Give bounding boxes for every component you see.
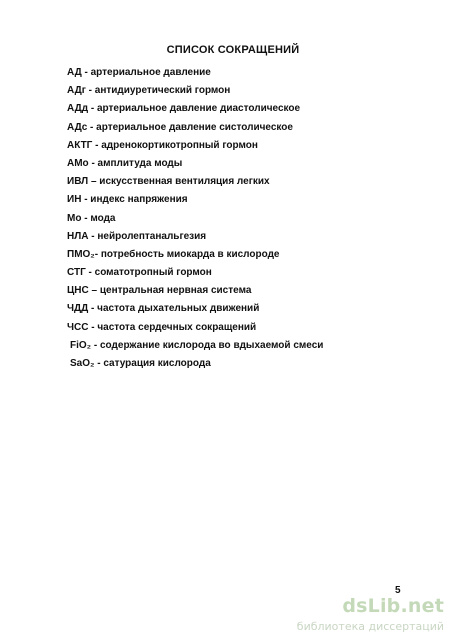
list-item	[67, 155, 407, 173]
abbreviation-entry: АМо - амплитуда моды	[67, 157, 183, 169]
list-item	[67, 173, 407, 191]
abbreviation-entry: АДг - антидиуретический гормон	[67, 85, 231, 97]
abbreviation-list	[67, 64, 407, 373]
abbreviation-entry: АДд - артериальное давление диастолическое	[67, 103, 301, 115]
abbreviation-entry: ПМО₂- потребность миокарда в кислороде	[67, 248, 280, 260]
abbreviation-entry: ИН - индекс напряжения	[67, 194, 188, 206]
watermark-logo[interactable]: dsLib.net	[342, 595, 444, 617]
page-number: 5	[395, 585, 401, 596]
list-item	[67, 300, 407, 318]
list-item	[67, 319, 407, 337]
list-item	[67, 264, 407, 282]
abbreviation-entry: АКТГ - адренокортикотропный гормон	[67, 139, 258, 151]
abbreviation-entry: АДс - артериальное давление систолическое	[67, 121, 293, 133]
watermark-caption: библиотека диссертаций	[296, 620, 444, 633]
abbreviation-entry: Мо - мода	[67, 212, 116, 224]
abbreviation-entry: ИВЛ – искусственная вентиляция легких	[67, 176, 270, 188]
list-item	[67, 246, 407, 264]
abbreviation-entry: ЧДД - частота дыхательных движений	[67, 303, 260, 315]
list-item	[67, 137, 407, 155]
abbreviation-entry: НЛА - нейролептанальгезия	[67, 230, 207, 242]
list-item	[67, 191, 407, 209]
abbreviation-entry: СТГ - соматотропный гормон	[67, 267, 212, 279]
list-item	[67, 119, 407, 137]
abbreviation-entry: ЦНС – центральная нервная система	[67, 285, 252, 297]
abbreviation-entry: ЧСС - частота сердечных сокращений	[67, 321, 257, 333]
watermark[interactable]	[264, 595, 450, 643]
list-item	[67, 355, 407, 373]
list-item	[67, 337, 407, 355]
list-item	[67, 64, 407, 82]
list-item	[67, 100, 407, 118]
list-item	[67, 282, 407, 300]
list-item	[67, 82, 407, 100]
page-title	[0, 44, 450, 56]
abbreviation-entry: АД - артериальное давление	[67, 67, 211, 78]
list-item	[67, 210, 407, 228]
abbreviation-entry: SaO₂ - сатурация кислорода	[70, 358, 211, 369]
list-item	[67, 228, 407, 246]
page-title-text: СПИСОК СОКРАЩЕНИЙ	[166, 44, 300, 56]
abbreviation-entry: FiO₂ - содержание кислорода во вдыхаемой смеси	[70, 339, 324, 351]
